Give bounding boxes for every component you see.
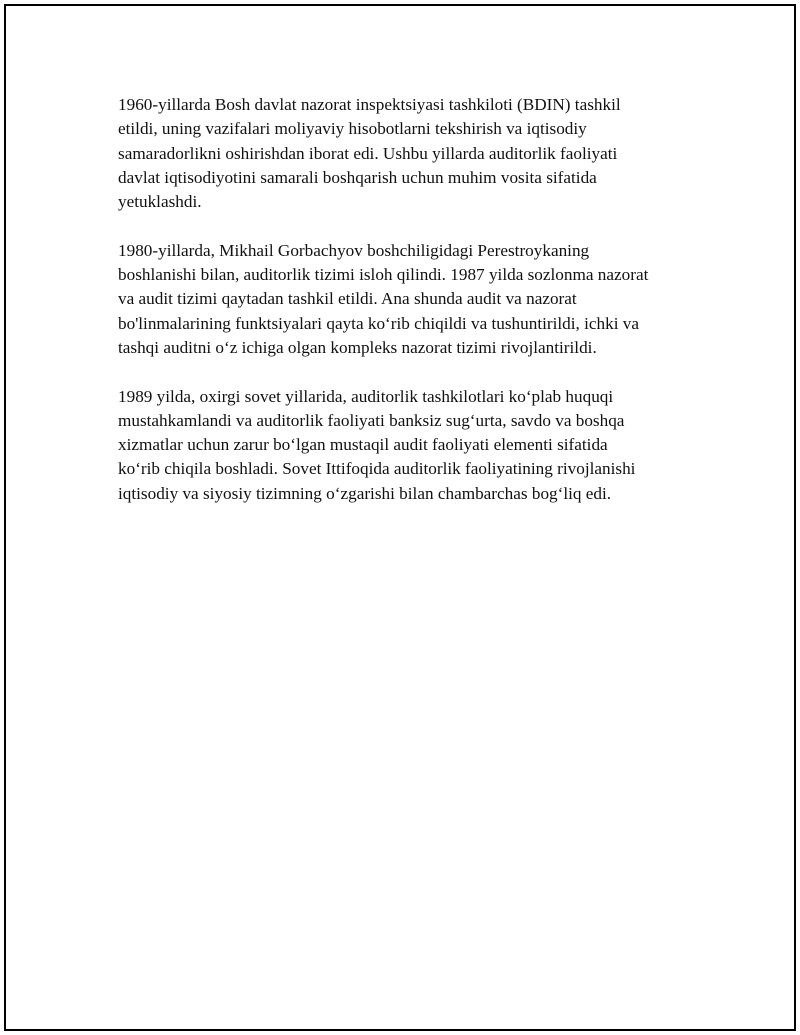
text-line: ko‘rib chiqila boshladi. Sovet Ittifoqida auditorlik faoliyatining rivojlanishi <box>118 459 636 479</box>
text-line: etildi, uning vazifalari moliyaviy hisobotlarni tekshirish va iqtisodiy <box>118 119 587 139</box>
text-line: 1960-yillarda Bosh davlat nazorat inspektsiyasi tashkiloti (BDIN) tashkil <box>118 95 621 114</box>
paragraph-1960s <box>118 93 698 214</box>
text-line: 1980-yillarda, Mikhail Gorbachyov boshchiligidagi Perestroykaning <box>118 240 590 260</box>
text-line: iqtisodiy va siyosiy tizimning o‘zgarishi bilan chambarchas bog‘liq edi. <box>118 483 612 503</box>
document-body <box>118 93 698 530</box>
text-line: tashqi auditni o‘z ichiga olgan kompleks nazorat tizimi rivojlantirildi. <box>118 337 597 357</box>
text-line: 1989 yilda, oxirgi sovet yillarida, auditorlik tashkilotlari ko‘plab huquqi <box>118 386 614 406</box>
text-line: va audit tizimi qaytadan tashkil etildi. Ana shunda audit va nazorat <box>118 289 577 309</box>
paragraph-1980s <box>118 239 698 360</box>
text-line: xizmatlar uchun zarur bo‘lgan mustaqil audit faoliyati elementi sifatida <box>118 435 608 455</box>
text-line: davlat iqtisodiyotini samarali boshqarish uchun muhim vosita sifatida <box>118 167 597 187</box>
text-line: boshlanishi bilan, auditorlik tizimi isloh qilindi. 1987 yilda sozlonma nazorat <box>118 265 649 285</box>
text-line: yetuklashdi. <box>118 192 202 212</box>
paragraph-1989 <box>118 385 698 506</box>
text-line: mustahkamlandi va auditorlik faoliyati banksiz sug‘urta, savdo va boshqa <box>118 410 625 430</box>
text-line: samaradorlikni oshirishdan iborat edi. Ushbu yillarda auditorlik faoliyati <box>118 143 618 163</box>
text-line: bo'linmalarining funktsiyalari qayta ko‘rib chiqildi va tushuntirildi, ichki va <box>118 313 640 333</box>
